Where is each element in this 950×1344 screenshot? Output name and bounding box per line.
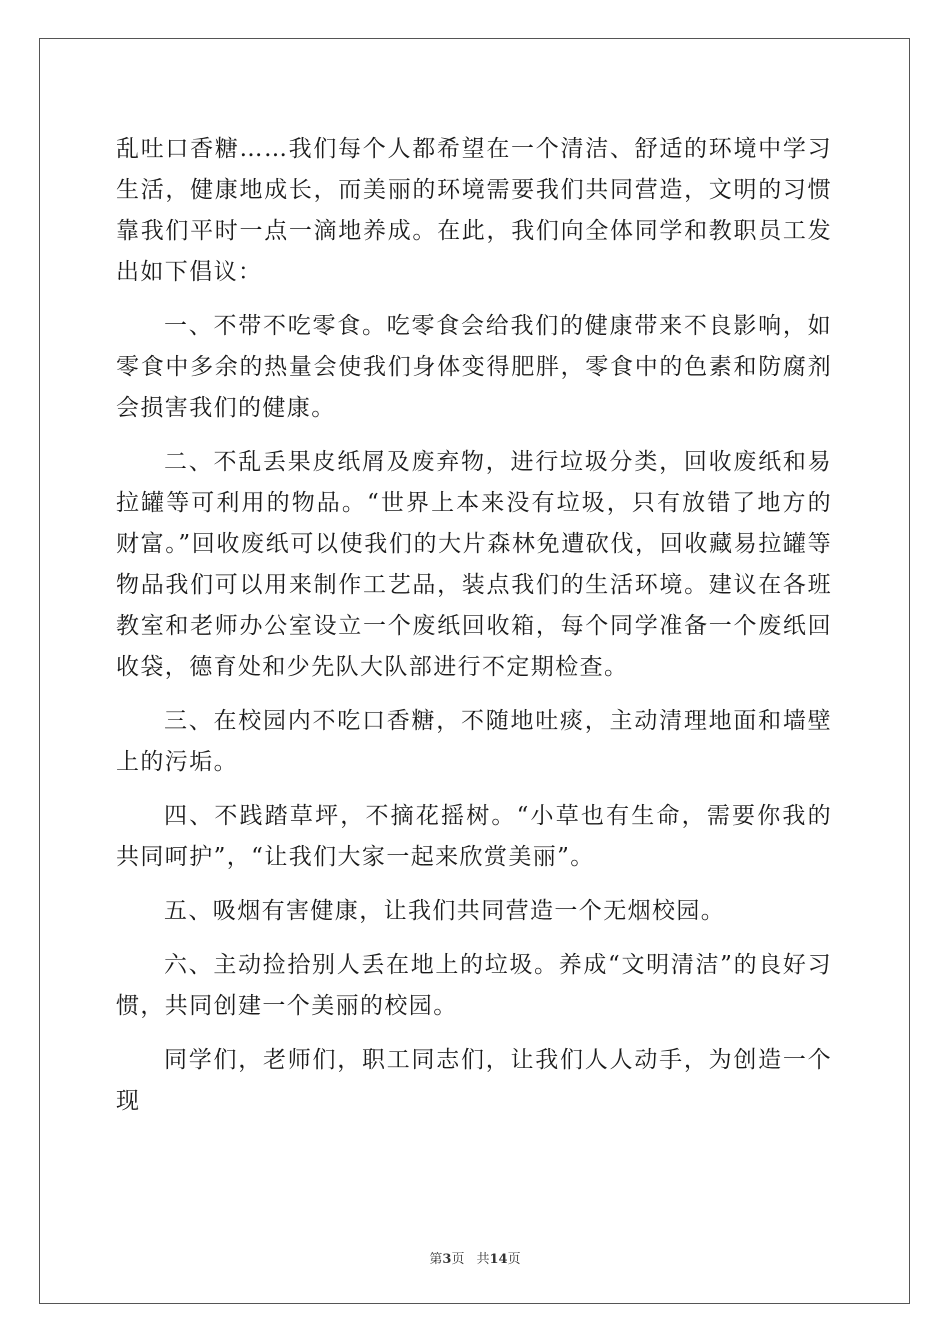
paragraph-6: 五、吸烟有害健康，让我们共同营造一个无烟校园。	[164, 898, 726, 924]
paragraph-3: 二、不乱丢果皮纸屑及废弃物，进行垃圾分类，回收废纸和易拉罐等可利用的物品。“世界上本来没有垃圾，只有放错了地方的财富。”回收废纸可以使我们的大片森林免遭砍伐，回收藏易拉罐等物品我们可以用来制作工艺品，装点我们的生活环境。建议在各班教室和老师办公室设立一个废纸回收箱，每个同学准备一个废纸回收袋，德育处和少先队大队部进行不定期检查。	[116, 449, 832, 680]
page-footer	[0, 1248, 950, 1267]
paragraph-4: 三、在校园内不吃口香糖，不随地吐痰，主动清理地面和墙壁上的污垢。	[116, 708, 832, 775]
total-prefix: 共	[476, 1252, 490, 1267]
paragraph-5: 四、不践踏草坪，不摘花摇树。“小草也有生命，需要你我的共同呵护”，“让我们大家一起来欣赏美丽”。	[116, 803, 832, 870]
paragraph-8: 同学们，老师们，职工同志们，让我们人人动手，为创造一个现	[116, 1047, 832, 1114]
paragraph-1: 乱吐口香糖……我们每个人都希望在一个清洁、舒适的环境中学习生活，健康地成长，而美丽的环境需要我们共同营造，文明的习惯靠我们平时一点一滴地养成。在此，我们向全体同学和教职员工发出如下倡议：	[116, 136, 832, 285]
paragraph-7: 六、主动捡拾别人丢在地上的垃圾。养成“文明清洁”的良好习惯，共同创建一个美丽的校园。	[116, 952, 832, 1019]
paragraph-2: 一、不带不吃零食。吃零食会给我们的健康带来不良影响，如零食中多余的热量会使我们身体变得肥胖，零食中的色素和防腐剂会损害我们的健康。	[116, 313, 832, 421]
document-body	[116, 129, 832, 1122]
page-prefix: 第	[429, 1252, 443, 1267]
page-number: 3	[442, 1252, 452, 1267]
total-pages: 14	[489, 1252, 508, 1267]
page-suffix: 页	[451, 1252, 465, 1267]
total-suffix: 页	[507, 1252, 521, 1267]
